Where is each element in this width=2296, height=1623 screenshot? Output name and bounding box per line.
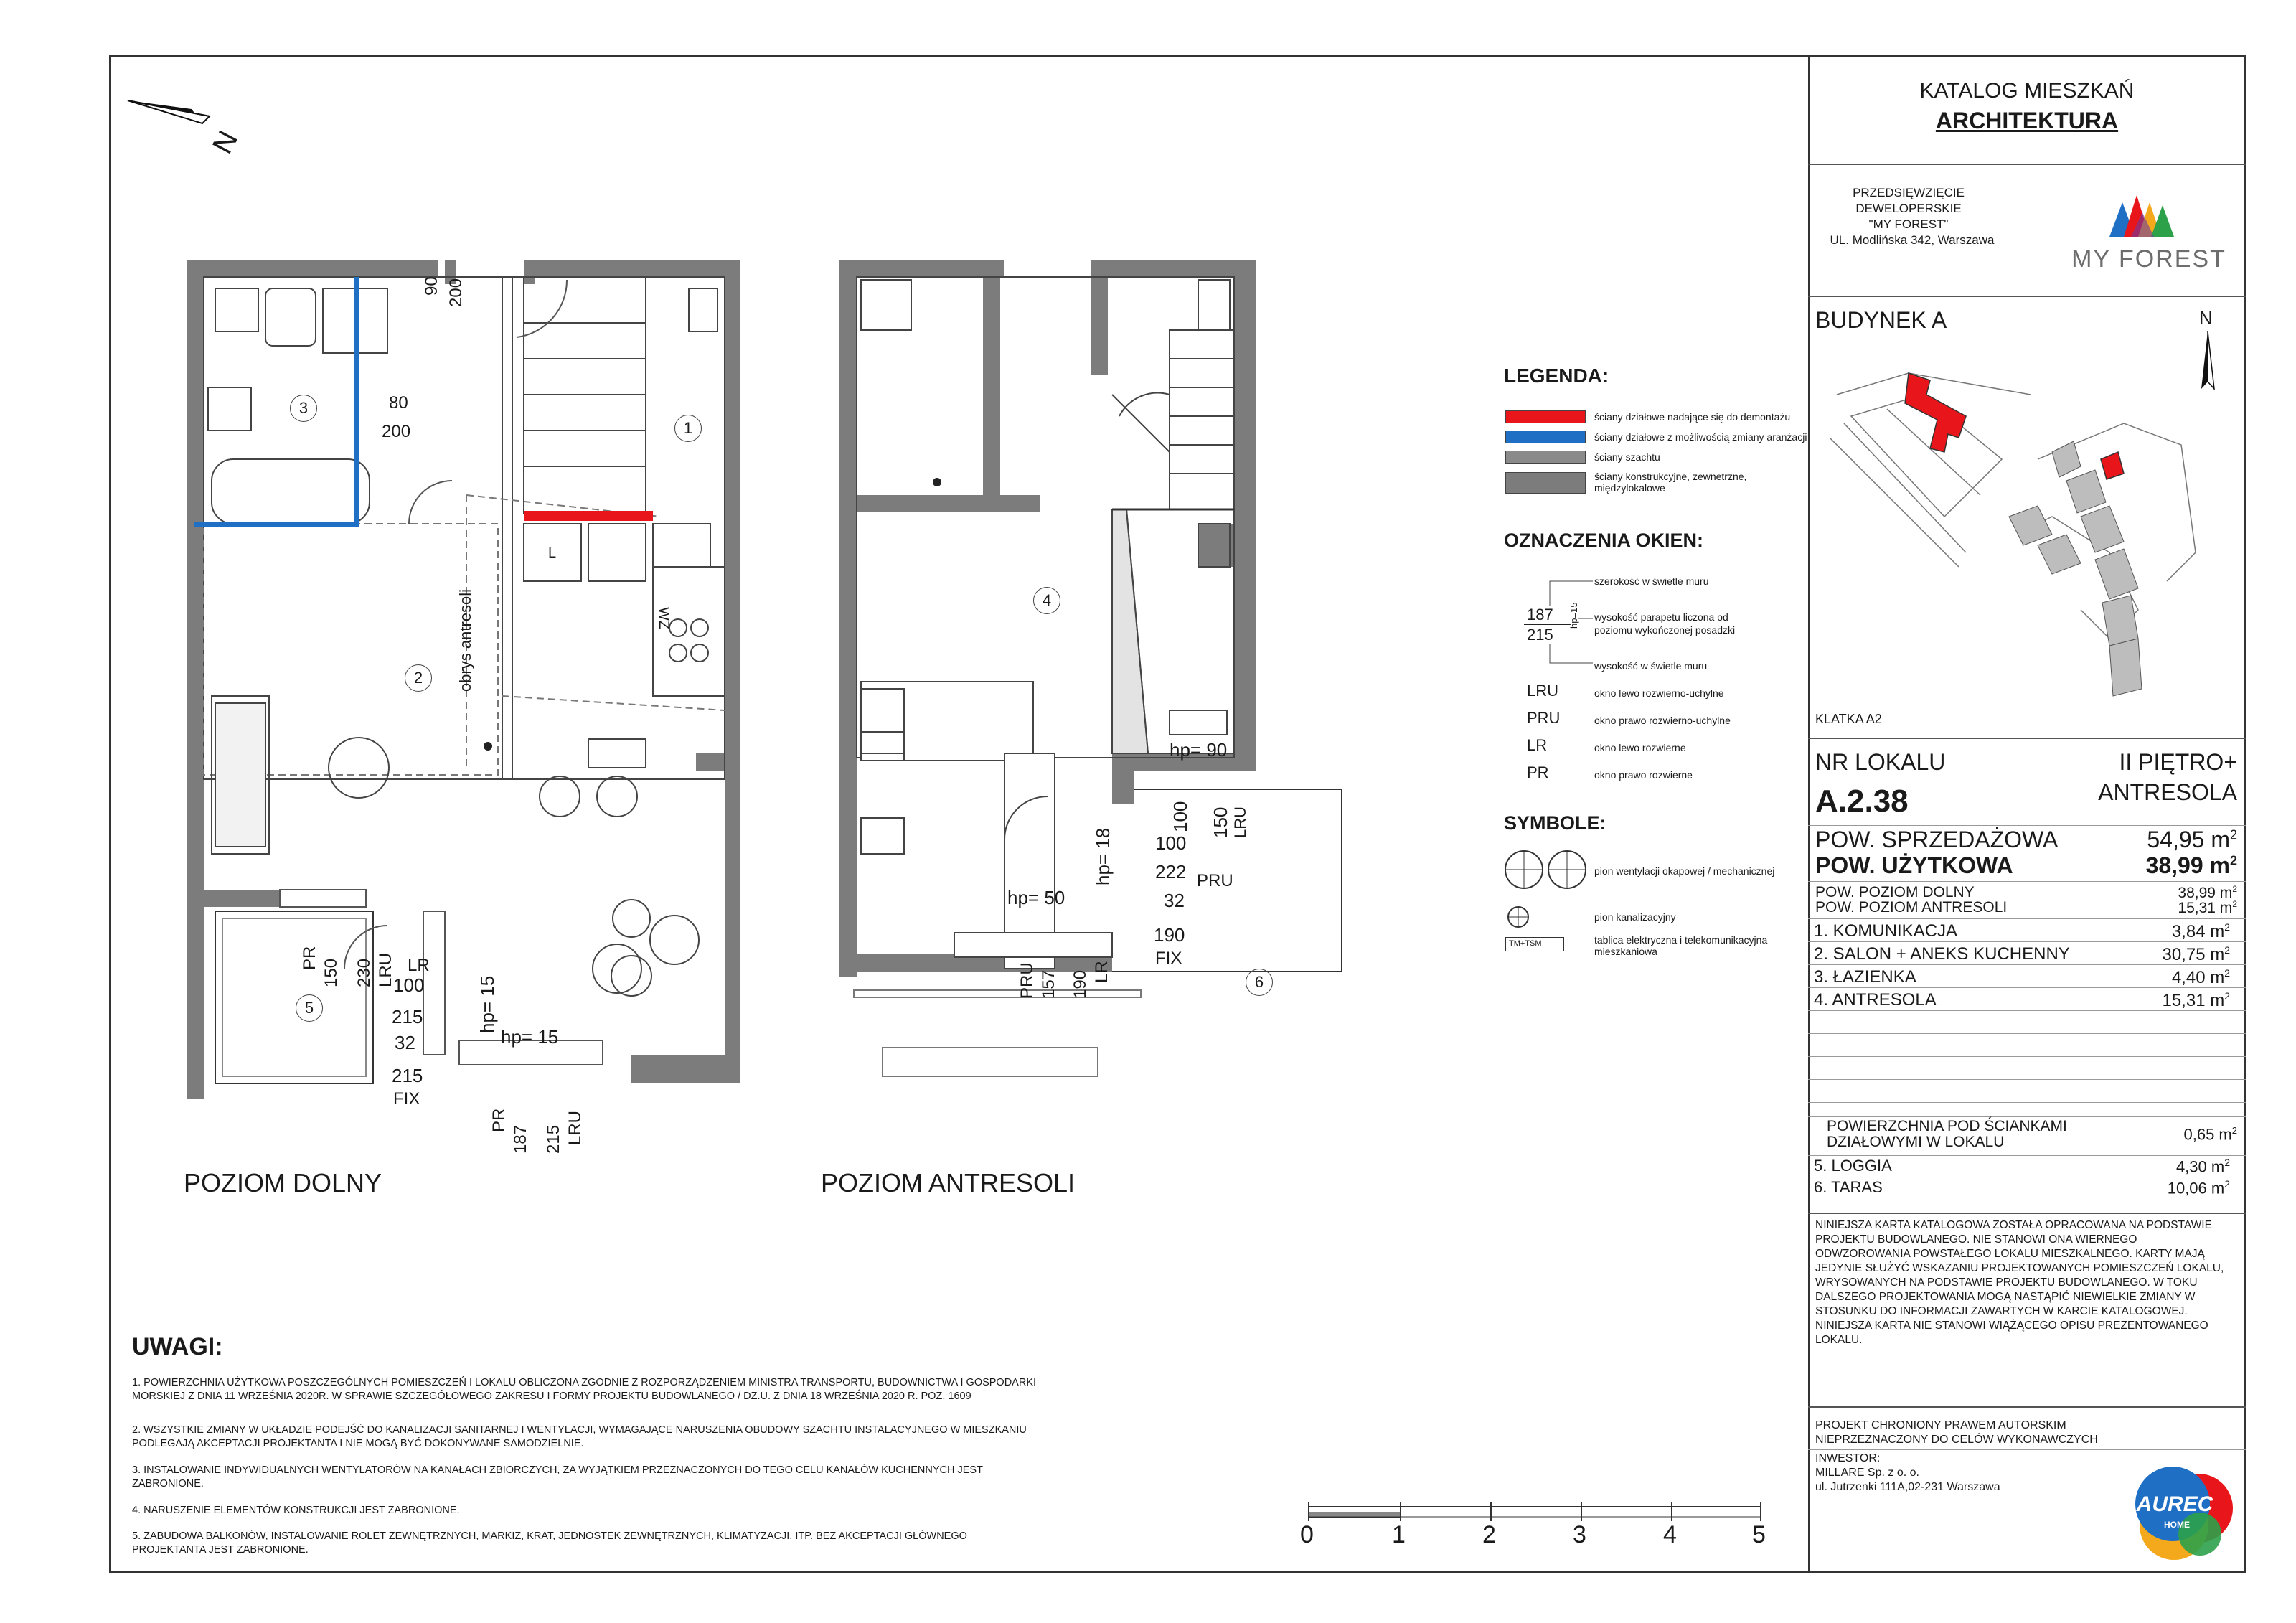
uwagi-title: UWAGI: <box>132 1333 223 1360</box>
lower-dim: 200 <box>446 278 466 307</box>
legend-swatch <box>1505 472 1586 494</box>
room-row: 1. KOMUNIKACJA 3,84 $m^2$ <box>1814 921 2230 941</box>
legend-item-text: ściany konstrukcyjne, zewnetrzne, międzylokalowe <box>1594 471 1747 494</box>
lower-dim: 32 <box>395 1032 415 1053</box>
scale-tick-label: 1 <box>1392 1521 1406 1548</box>
mezzanine-area-label: POW. POZIOM ANTRESOLI <box>1815 899 2008 916</box>
scale-tick-label: 3 <box>1573 1521 1586 1548</box>
upper-dim: hp= 50 <box>1007 887 1065 908</box>
upper-dim: FIX <box>1155 949 1182 968</box>
lower-dim: PR <box>489 1108 509 1132</box>
window-code-desc: okno prawo rozwierno-uchylne <box>1594 715 1731 726</box>
window-code: PRU <box>1527 709 1561 727</box>
upper-dim: 157 <box>1039 969 1058 999</box>
scale-tick-label: 2 <box>1482 1521 1496 1548</box>
lower-dim: hp= 15 <box>476 975 498 1033</box>
uwagi-note: 5. ZABUDOWA BALKONÓW, INSTALOWANIE ROLET ZEWNĘTRZNYCH, MARKIZ, KRAT, JEDNOSTEK ZEWNĘTRZNYCH, KLIMATYZACJI, ITP. BEZ AKCEPTACJI GŁÓWNEGO PROJEKTANTA JEST ZABRONIONE. <box>132 1530 967 1556</box>
symbols-title: SYMBOLE: <box>1504 812 1606 834</box>
lower-dim: 187 <box>511 1124 530 1154</box>
lower-dim: 90 <box>422 276 441 296</box>
klatka-label: KLATKA A2 <box>1815 712 1882 726</box>
aurec-logo-text: AUREC <box>2136 1492 2213 1516</box>
site-plan-map <box>1822 352 2224 725</box>
extra-row: 5. LOGGIA 4,30 $m^2$ <box>1814 1157 2230 1176</box>
my-forest-logo <box>2102 188 2196 245</box>
uwagi-note: 1. POWIERZCHNIA UŻYTKOWA POSZCZEGÓLNYCH POMIESZCZEŃ I LOKALU OBLICZONA ZGODNIE Z ROZPORZĄDZENIEM MINISTRA TRANSPORTU, BUDOWNICTWA I GOSPODARKI MORSKIEJ Z DNIA 11 WRZEŚNIA 2020R. W SPRAWIE SZCZEGÓŁOWEGO ZAKRESU I FORMY PROJEKTU BUDOWLANEGO / DZ.U. Z DNIA 18 WRZEŚNIA 2020 R. POZ. 1609 <box>132 1377 1037 1402</box>
walls-area-label-2: DZIAŁOWYMI W LOKALU <box>1827 1134 2005 1150</box>
walls-area-label-1: POWIERZCHNIA POD ŚCIANKAMI <box>1827 1118 2067 1134</box>
usable-area-value: 38,99 $m^2$ <box>2145 852 2237 878</box>
upper-dim: 100 <box>1170 801 1191 832</box>
lower-dim: 215 <box>392 1006 423 1027</box>
legend-item-text: ściany szachtu <box>1594 451 1660 463</box>
window-sample-hp: hp=15 <box>1568 602 1579 629</box>
upper-dim: LR <box>1092 961 1111 983</box>
window-width-desc: szerokość w świetle muru <box>1594 575 1709 587</box>
windows-title: OZNACZENIA OKIEN: <box>1504 530 1703 551</box>
unit-floor-line-1: II PIĘTRO+ <box>2119 749 2237 775</box>
room-row: 2. SALON + ANEKS KUCHENNY 30,75 $m^2$ <box>1814 944 2230 964</box>
developer-line-3: "MY FOREST" <box>1868 217 1949 231</box>
kitchen-l-label: L <box>548 545 557 561</box>
obrys-label: obrys antresoli <box>456 588 474 692</box>
room-row: 3. ŁAZIENKA 4,40 $m^2$ <box>1814 967 2230 987</box>
legend-title: LEGENDA: <box>1504 364 1609 387</box>
room-number-badge: 2 <box>405 664 432 692</box>
investor-label: INWESTOR: <box>1815 1452 1881 1464</box>
lower-dim: 230 <box>354 958 374 987</box>
copyright-line-1: PROJEKT CHRONIONY PRAWEM AUTORSKIM <box>1815 1419 2066 1431</box>
electrical-panel-label: TM+TSM <box>1509 939 1542 948</box>
lower-plan-label: POZIOM DOLNY <box>184 1168 382 1198</box>
legend-swatch <box>1505 431 1586 443</box>
lower-dim: hp= 15 <box>501 1026 559 1048</box>
window-code: LRU <box>1527 682 1559 700</box>
window-code: LR <box>1527 736 1548 754</box>
uwagi-note: 4. NARUSZENIE ELEMENTÓW KONSTRUKCJI JEST ZABRONIONE. <box>132 1505 460 1516</box>
upper-dim: 32 <box>1164 890 1185 911</box>
investor-address: ul. Jutrzenki 111A,02-231 Warszawa <box>1815 1481 2000 1493</box>
window-parapet-desc-1: wysokość parapetu liczona od <box>1594 611 1728 623</box>
window-code-desc: okno lewo rozwierne <box>1594 742 1686 753</box>
window-code-desc: okno prawo rozwierne <box>1594 769 1693 781</box>
lower-dim: 200 <box>382 422 411 441</box>
room-row: 4. ANTRESOLA 15,31 $m^2$ <box>1814 990 2230 1010</box>
upper-dim: 150 <box>1210 806 1231 838</box>
unit-floor-line-2: ANTRESOLA <box>2098 779 2237 805</box>
developer-line-1: PRZEDSIĘWZIĘCIE <box>1853 186 1965 199</box>
extra-row: 6. TARAS 10,06 $m^2$ <box>1814 1178 2230 1198</box>
catalog-subtitle: ARCHITEKTURA <box>1935 108 2119 133</box>
window-sample-width: 187 <box>1527 606 1553 624</box>
lower-dim: 150 <box>321 958 341 987</box>
floor-plan-lower <box>172 251 768 1141</box>
window-sample-height: 215 <box>1527 626 1553 644</box>
sales-area-label: POW. SPRZEDAŻOWA <box>1815 827 2059 852</box>
unit-number-label: NR LOKALU <box>1815 749 1946 775</box>
building-north-label: N <box>2199 307 2213 329</box>
legend-item-text: ściany działowe nadające się do demontażu <box>1594 411 1791 423</box>
upper-dim: 190 <box>1154 924 1185 946</box>
upper-dim: 222 <box>1155 861 1187 883</box>
aurec-logo-subtext: HOME <box>2164 1520 2190 1530</box>
upper-dim: PRU <box>1197 871 1233 890</box>
room-number-badge: 5 <box>296 994 323 1022</box>
kitchen-wz-label: WZ <box>656 607 672 630</box>
usable-area-label: POW. UŻYTKOWA <box>1815 852 2013 878</box>
room-number-badge: 1 <box>674 415 702 442</box>
upper-dim: PRU <box>1017 962 1037 999</box>
north-arrow-icon <box>123 66 267 174</box>
scale-tick-label: 0 <box>1300 1521 1314 1548</box>
room-number-badge: 4 <box>1033 587 1060 614</box>
investor-name: MILLARE Sp. z o. o. <box>1815 1467 1919 1479</box>
lower-dim: PR <box>300 946 319 970</box>
developer-address: UL. Modlińska 342, Warszawa <box>1830 233 1995 247</box>
lower-dim: 80 <box>389 393 408 413</box>
legend-swatch <box>1505 451 1586 464</box>
upper-dim: hp= 18 <box>1092 827 1114 885</box>
room-number-badge: 6 <box>1246 969 1273 996</box>
walls-area-value: 0,65 $m^2$ <box>2183 1125 2237 1144</box>
uwagi-note: 3. INSTALOWANIE INDYWIDUALNYCH WENTYLATORÓW NA KANAŁACH ZBIORCZYCH, ZA WYJĄTKIEM PRZEZNACZONYCH DO TEGO CELU KANAŁÓW KUCHENNYCH JEST ZABRONIONE. <box>132 1464 983 1490</box>
scale-tick-label: 5 <box>1752 1521 1766 1548</box>
window-code-desc: okno lewo rozwierno-uchylne <box>1594 687 1724 699</box>
sewage-riser-icon <box>1505 904 1531 930</box>
floor-plan-mezzanine <box>811 251 1385 1126</box>
lower-dim: 215 <box>392 1065 423 1086</box>
aurec-logo <box>2130 1464 2233 1564</box>
symbol-desc: tablica elektryczna i telekomunikacyjna mieszkaniowa <box>1594 934 1768 957</box>
room-number-badge: 3 <box>290 395 317 422</box>
upper-dim: hp= 90 <box>1170 739 1228 761</box>
disclaimer-text: NINIEJSZA KARTA KATALOGOWA ZOSTAŁA OPRACOWANA NA PODSTAWIE PROJEKTU BUDOWLANEGO. NIE STANOWI ONA WIERNEGO ODWZOROWANIA POWSTAŁEGO LOKALU MIESZKALNEGO. KARTY MAJĄ JEDYNIE SŁUŻYĆ WSKAZANIU PROJEKTOWANYCH POMIESZCZEŃ LOKALU, WRYSOWANYCH NA PODSTAWIE PROJEKTU BUDOWLANEGO. W TOKU DALSZEGO PROJEKTOWANIA MOGĄ NASTĄPIĆ NIEWIELKIE ZMIANY W STOSUNKU DO INFORMACJI ZAWARTYCH W KARCIE KATALOGOWEJ. NINIEJSZA KARTA NIE STANOWI WIĄŻĄCEGO OPISU PREZENTOWANEGO LOKALU. <box>1815 1219 2224 1346</box>
window-height-desc: wysokość w świetle muru <box>1594 660 1708 672</box>
upper-plan-label: POZIOM ANTRESOLI <box>821 1168 1076 1198</box>
window-code: PR <box>1527 763 1549 781</box>
legend-swatch <box>1505 410 1586 423</box>
symbol-desc: pion kanalizacyjny <box>1594 911 1676 923</box>
electrical-panel-icon <box>1505 937 1564 951</box>
catalog-title: KATALOG MIESZKAŃ <box>1919 79 2135 103</box>
my-forest-wordmark: MY FOREST <box>2071 245 2226 273</box>
sales-area-value: 54,95 $m^2$ <box>2147 827 2237 852</box>
lower-dim: LRU <box>376 952 395 987</box>
uwagi-note: 2. WSZYSTKIE ZMIANY W UKŁADZIE PODEJŚĆ DO KANALIZACJI SANITARNEJ I WENTYLACJI, WYMAGAJĄCE NARUSZENIA OBUDOWY SZACHTU INSTALACYJNEGO W MIESZKANIU PODLEGAJĄ AKCEPTACJI PROJEKTANTA I NIE MOGĄ BYĆ DOKONYWANE SAMODZIELNIE. <box>132 1424 1027 1449</box>
lower-dim: LRU <box>565 1110 585 1145</box>
window-parapet-desc-2: poziomu wykończonej posadzki <box>1594 624 1736 636</box>
scale-tick-label: 4 <box>1663 1521 1677 1548</box>
window-sample-leaders <box>1521 574 1600 667</box>
developer-line-2: DEWELOPERSKIE <box>1855 202 1962 215</box>
lower-dim: LR <box>408 956 430 975</box>
lower-dim: 100 <box>393 974 425 996</box>
symbol-desc: pion wentylacji okapowej / mechanicznej <box>1594 865 1775 877</box>
ventilation-riser-icon <box>1504 848 1590 891</box>
lower-level-area-label: POW. POZIOM DOLNY <box>1815 884 1975 900</box>
north-label: N <box>206 126 245 159</box>
upper-dim: 100 <box>1155 832 1187 854</box>
lower-dim: FIX <box>393 1089 420 1109</box>
scale-bar <box>1292 1500 1779 1528</box>
lower-level-area-value: 38,99 $m^2$ <box>2178 884 2237 901</box>
lower-dim: 215 <box>544 1124 563 1154</box>
upper-dim: LRU <box>1231 806 1249 838</box>
legend-item-text: ściany działowe z możliwością zmiany aranżacji <box>1594 431 1807 443</box>
copyright-line-2: NIEPRZEZNACZONY DO CELÓW WYKONAWCZYCH <box>1815 1434 2098 1446</box>
upper-dim: 190 <box>1071 969 1090 999</box>
unit-number-value: A.2.38 <box>1815 784 1909 819</box>
building-label: BUDYNEK A <box>1815 307 1947 333</box>
mezzanine-area-value: 15,31 $m^2$ <box>2178 899 2237 916</box>
